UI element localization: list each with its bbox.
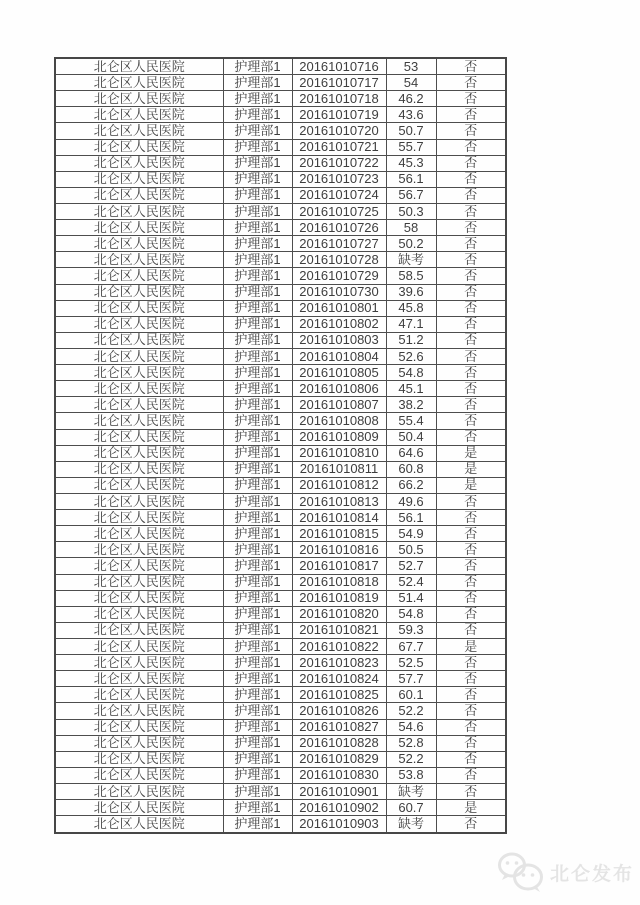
cell-candidate_id: 20161010818 [292,574,386,590]
cell-score: 43.6 [386,107,436,123]
cell-candidate_id: 20161010808 [292,413,386,429]
cell-hospital: 北仑区人民医院 [55,204,223,220]
cell-passed: 否 [436,204,506,220]
table-row [55,413,506,429]
cell-department: 护理部1 [223,526,292,542]
cell-score: 52.2 [386,703,436,719]
cell-hospital: 北仑区人民医院 [55,236,223,252]
cell-score: 缺考 [386,816,436,833]
cell-department: 护理部1 [223,638,292,654]
cell-hospital: 北仑区人民医院 [55,735,223,751]
cell-passed: 否 [436,236,506,252]
cell-score: 50.7 [386,123,436,139]
cell-hospital: 北仑区人民医院 [55,316,223,332]
cell-score: 51.2 [386,332,436,348]
cell-passed: 否 [436,284,506,300]
table-row [55,268,506,284]
cell-hospital: 北仑区人民医院 [55,542,223,558]
cell-department: 护理部1 [223,494,292,510]
table-row [55,397,506,413]
cell-candidate_id: 20161010804 [292,349,386,365]
table-row [55,300,506,316]
cell-passed: 否 [436,139,506,155]
table-row [55,365,506,381]
cell-department: 护理部1 [223,510,292,526]
table-row [55,687,506,703]
cell-candidate_id: 20161010829 [292,751,386,767]
cell-passed: 否 [436,751,506,767]
cell-department: 护理部1 [223,284,292,300]
cell-hospital: 北仑区人民医院 [55,461,223,477]
table-row [55,477,506,493]
cell-department: 护理部1 [223,204,292,220]
cell-passed: 否 [436,590,506,606]
table-row [55,783,506,799]
table-row [55,171,506,187]
cell-hospital: 北仑区人民医院 [55,671,223,687]
cell-score: 52.8 [386,735,436,751]
table-row [55,155,506,171]
cell-hospital: 北仑区人民医院 [55,413,223,429]
cell-passed: 否 [436,268,506,284]
table-row [55,510,506,526]
table-row [55,767,506,783]
table-row [55,461,506,477]
cell-candidate_id: 20161010719 [292,107,386,123]
cell-candidate_id: 20161010717 [292,75,386,91]
cell-score: 67.7 [386,638,436,654]
cell-passed: 否 [436,719,506,735]
cell-passed: 否 [436,155,506,171]
cell-candidate_id: 20161010811 [292,461,386,477]
cell-candidate_id: 20161010802 [292,316,386,332]
cell-passed: 否 [436,606,506,622]
cell-department: 护理部1 [223,236,292,252]
cell-hospital: 北仑区人民医院 [55,349,223,365]
cell-score: 54 [386,75,436,91]
cell-hospital: 北仑区人民医院 [55,365,223,381]
cell-candidate_id: 20161010823 [292,655,386,671]
cell-passed: 否 [436,381,506,397]
cell-hospital: 北仑区人民医院 [55,332,223,348]
cell-candidate_id: 20161010902 [292,800,386,816]
cell-passed: 是 [436,461,506,477]
cell-department: 护理部1 [223,735,292,751]
cell-hospital: 北仑区人民医院 [55,783,223,799]
cell-hospital: 北仑区人民医院 [55,187,223,203]
cell-department: 护理部1 [223,574,292,590]
cell-passed: 否 [436,123,506,139]
cell-hospital: 北仑区人民医院 [55,606,223,622]
cell-hospital: 北仑区人民医院 [55,123,223,139]
cell-hospital: 北仑区人民医院 [55,638,223,654]
cell-candidate_id: 20161010727 [292,236,386,252]
cell-hospital: 北仑区人民医院 [55,510,223,526]
cell-candidate_id: 20161010826 [292,703,386,719]
cell-score: 50.2 [386,236,436,252]
cell-candidate_id: 20161010721 [292,139,386,155]
cell-department: 护理部1 [223,171,292,187]
cell-candidate_id: 20161010817 [292,558,386,574]
cell-score: 60.1 [386,687,436,703]
cell-department: 护理部1 [223,58,292,75]
cell-passed: 否 [436,252,506,268]
table-row [55,703,506,719]
cell-score: 60.7 [386,800,436,816]
cell-passed: 否 [436,735,506,751]
cell-hospital: 北仑区人民医院 [55,751,223,767]
table-row [55,75,506,91]
cell-score: 缺考 [386,783,436,799]
cell-score: 55.7 [386,139,436,155]
cell-department: 护理部1 [223,606,292,622]
cell-score: 58.5 [386,268,436,284]
cell-department: 护理部1 [223,671,292,687]
cell-candidate_id: 20161010830 [292,767,386,783]
cell-hospital: 北仑区人民医院 [55,220,223,236]
cell-score: 56.7 [386,187,436,203]
cell-department: 护理部1 [223,703,292,719]
cell-passed: 否 [436,510,506,526]
cell-candidate_id: 20161010820 [292,606,386,622]
cell-score: 50.5 [386,542,436,558]
cell-score: 54.8 [386,365,436,381]
cell-score: 缺考 [386,252,436,268]
cell-department: 护理部1 [223,75,292,91]
cell-passed: 否 [436,349,506,365]
table-row [55,800,506,816]
cell-candidate_id: 20161010807 [292,397,386,413]
score-table-body [55,58,506,833]
cell-passed: 是 [436,800,506,816]
cell-candidate_id: 20161010728 [292,252,386,268]
cell-hospital: 北仑区人民医院 [55,252,223,268]
table-row [55,332,506,348]
cell-candidate_id: 20161010726 [292,220,386,236]
cell-candidate_id: 20161010729 [292,268,386,284]
cell-department: 护理部1 [223,187,292,203]
cell-passed: 否 [436,558,506,574]
cell-score: 55.4 [386,413,436,429]
cell-candidate_id: 20161010819 [292,590,386,606]
cell-passed: 否 [436,429,506,445]
table-row [55,558,506,574]
cell-passed: 否 [436,655,506,671]
cell-department: 护理部1 [223,655,292,671]
cell-score: 39.6 [386,284,436,300]
cell-passed: 是 [436,477,506,493]
cell-department: 护理部1 [223,332,292,348]
cell-score: 52.7 [386,558,436,574]
cell-passed: 否 [436,91,506,107]
table-row [55,655,506,671]
table-row [55,381,506,397]
table-row [55,204,506,220]
cell-department: 护理部1 [223,542,292,558]
cell-score: 59.3 [386,622,436,638]
cell-score: 46.2 [386,91,436,107]
table-row [55,252,506,268]
cell-department: 护理部1 [223,397,292,413]
cell-candidate_id: 20161010903 [292,816,386,833]
cell-department: 护理部1 [223,252,292,268]
cell-score: 52.4 [386,574,436,590]
cell-department: 护理部1 [223,751,292,767]
cell-department: 护理部1 [223,477,292,493]
cell-hospital: 北仑区人民医院 [55,268,223,284]
table-row [55,671,506,687]
cell-score: 38.2 [386,397,436,413]
cell-score: 64.6 [386,445,436,461]
cell-department: 护理部1 [223,91,292,107]
cell-department: 护理部1 [223,300,292,316]
cell-candidate_id: 20161010718 [292,91,386,107]
cell-score: 47.1 [386,316,436,332]
cell-hospital: 北仑区人民医院 [55,494,223,510]
table-row [55,91,506,107]
cell-candidate_id: 20161010805 [292,365,386,381]
table-row [55,316,506,332]
watermark [497,850,634,894]
cell-department: 护理部1 [223,381,292,397]
cell-candidate_id: 20161010825 [292,687,386,703]
cell-department: 护理部1 [223,429,292,445]
cell-passed: 否 [436,413,506,429]
cell-department: 护理部1 [223,268,292,284]
cell-department: 护理部1 [223,139,292,155]
cell-candidate_id: 20161010824 [292,671,386,687]
cell-department: 护理部1 [223,220,292,236]
cell-score: 54.6 [386,719,436,735]
table-row [55,526,506,542]
cell-score: 52.6 [386,349,436,365]
cell-candidate_id: 20161010720 [292,123,386,139]
cell-department: 护理部1 [223,461,292,477]
cell-score: 56.1 [386,171,436,187]
cell-hospital: 北仑区人民医院 [55,767,223,783]
table-row [55,590,506,606]
cell-department: 护理部1 [223,413,292,429]
cell-score: 52.2 [386,751,436,767]
table-row [55,445,506,461]
cell-passed: 否 [436,187,506,203]
cell-department: 护理部1 [223,107,292,123]
table-row [55,751,506,767]
cell-candidate_id: 20161010827 [292,719,386,735]
table-row [55,494,506,510]
table-row [55,735,506,751]
cell-department: 护理部1 [223,687,292,703]
cell-candidate_id: 20161010816 [292,542,386,558]
cell-department: 护理部1 [223,816,292,833]
cell-hospital: 北仑区人民医院 [55,300,223,316]
cell-passed: 否 [436,671,506,687]
table-row [55,606,506,622]
cell-department: 护理部1 [223,155,292,171]
cell-candidate_id: 20161010828 [292,735,386,751]
cell-candidate_id: 20161010813 [292,494,386,510]
cell-passed: 否 [436,767,506,783]
table-row [55,187,506,203]
cell-department: 护理部1 [223,445,292,461]
score-table [54,57,507,834]
cell-hospital: 北仑区人民医院 [55,445,223,461]
cell-hospital: 北仑区人民医院 [55,139,223,155]
cell-candidate_id: 20161010806 [292,381,386,397]
cell-candidate_id: 20161010901 [292,783,386,799]
cell-candidate_id: 20161010821 [292,622,386,638]
cell-passed: 否 [436,816,506,833]
cell-hospital: 北仑区人民医院 [55,655,223,671]
cell-hospital: 北仑区人民医院 [55,719,223,735]
cell-score: 53.8 [386,767,436,783]
cell-passed: 否 [436,783,506,799]
cell-passed: 否 [436,75,506,91]
cell-hospital: 北仑区人民医院 [55,58,223,75]
cell-hospital: 北仑区人民医院 [55,284,223,300]
cell-score: 56.1 [386,510,436,526]
cell-candidate_id: 20161010814 [292,510,386,526]
cell-passed: 否 [436,332,506,348]
cell-department: 护理部1 [223,349,292,365]
cell-passed: 否 [436,703,506,719]
cell-score: 53 [386,58,436,75]
cell-passed: 否 [436,107,506,123]
cell-passed: 否 [436,397,506,413]
cell-candidate_id: 20161010716 [292,58,386,75]
cell-candidate_id: 20161010725 [292,204,386,220]
cell-passed: 是 [436,445,506,461]
cell-score: 50.3 [386,204,436,220]
cell-department: 护理部1 [223,316,292,332]
cell-hospital: 北仑区人民医院 [55,703,223,719]
cell-hospital: 北仑区人民医院 [55,381,223,397]
cell-candidate_id: 20161010730 [292,284,386,300]
table-row [55,107,506,123]
cell-score: 54.9 [386,526,436,542]
cell-score: 54.8 [386,606,436,622]
cell-candidate_id: 20161010722 [292,155,386,171]
cell-hospital: 北仑区人民医院 [55,75,223,91]
cell-hospital: 北仑区人民医院 [55,816,223,833]
cell-department: 护理部1 [223,123,292,139]
table-row [55,220,506,236]
cell-score: 45.1 [386,381,436,397]
cell-department: 护理部1 [223,590,292,606]
cell-department: 护理部1 [223,558,292,574]
cell-hospital: 北仑区人民医院 [55,574,223,590]
cell-department: 护理部1 [223,783,292,799]
cell-score: 60.8 [386,461,436,477]
cell-passed: 否 [436,622,506,638]
cell-hospital: 北仑区人民医院 [55,590,223,606]
cell-hospital: 北仑区人民医院 [55,397,223,413]
cell-passed: 否 [436,542,506,558]
cell-hospital: 北仑区人民医院 [55,155,223,171]
cell-department: 护理部1 [223,719,292,735]
cell-candidate_id: 20161010801 [292,300,386,316]
cell-candidate_id: 20161010810 [292,445,386,461]
cell-passed: 否 [436,574,506,590]
cell-department: 护理部1 [223,767,292,783]
cell-candidate_id: 20161010815 [292,526,386,542]
cell-passed: 否 [436,300,506,316]
cell-passed: 否 [436,58,506,75]
cell-score: 57.7 [386,671,436,687]
cell-passed: 否 [436,171,506,187]
cell-hospital: 北仑区人民医院 [55,429,223,445]
table-row [55,816,506,833]
cell-candidate_id: 20161010803 [292,332,386,348]
cell-department: 护理部1 [223,622,292,638]
table-row [55,123,506,139]
cell-hospital: 北仑区人民医院 [55,558,223,574]
table-row [55,542,506,558]
cell-hospital: 北仑区人民医院 [55,622,223,638]
cell-hospital: 北仑区人民医院 [55,800,223,816]
cell-score: 52.5 [386,655,436,671]
cell-candidate_id: 20161010724 [292,187,386,203]
table-row [55,236,506,252]
cell-score: 51.4 [386,590,436,606]
cell-score: 66.2 [386,477,436,493]
cell-candidate_id: 20161010809 [292,429,386,445]
table-row [55,638,506,654]
wechat-logo-icon [497,850,544,894]
cell-score: 58 [386,220,436,236]
cell-score: 50.4 [386,429,436,445]
table-row [55,622,506,638]
table-row [55,139,506,155]
cell-score: 49.6 [386,494,436,510]
cell-passed: 否 [436,316,506,332]
cell-department: 护理部1 [223,365,292,381]
cell-hospital: 北仑区人民医院 [55,477,223,493]
cell-department: 护理部1 [223,800,292,816]
cell-candidate_id: 20161010723 [292,171,386,187]
table-row [55,574,506,590]
table-row [55,429,506,445]
table-row [55,719,506,735]
cell-hospital: 北仑区人民医院 [55,526,223,542]
cell-passed: 否 [436,687,506,703]
cell-hospital: 北仑区人民医院 [55,171,223,187]
cell-hospital: 北仑区人民医院 [55,107,223,123]
cell-candidate_id: 20161010822 [292,638,386,654]
cell-passed: 否 [436,220,506,236]
table-row [55,284,506,300]
cell-passed: 否 [436,526,506,542]
cell-passed: 否 [436,494,506,510]
cell-passed: 否 [436,365,506,381]
cell-hospital: 北仑区人民医院 [55,91,223,107]
watermark-text: 北仑发布 [550,863,635,885]
cell-score: 45.8 [386,300,436,316]
cell-hospital: 北仑区人民医院 [55,687,223,703]
cell-score: 45.3 [386,155,436,171]
cell-candidate_id: 20161010812 [292,477,386,493]
cell-passed: 是 [436,638,506,654]
table-row [55,58,506,75]
table-row [55,349,506,365]
